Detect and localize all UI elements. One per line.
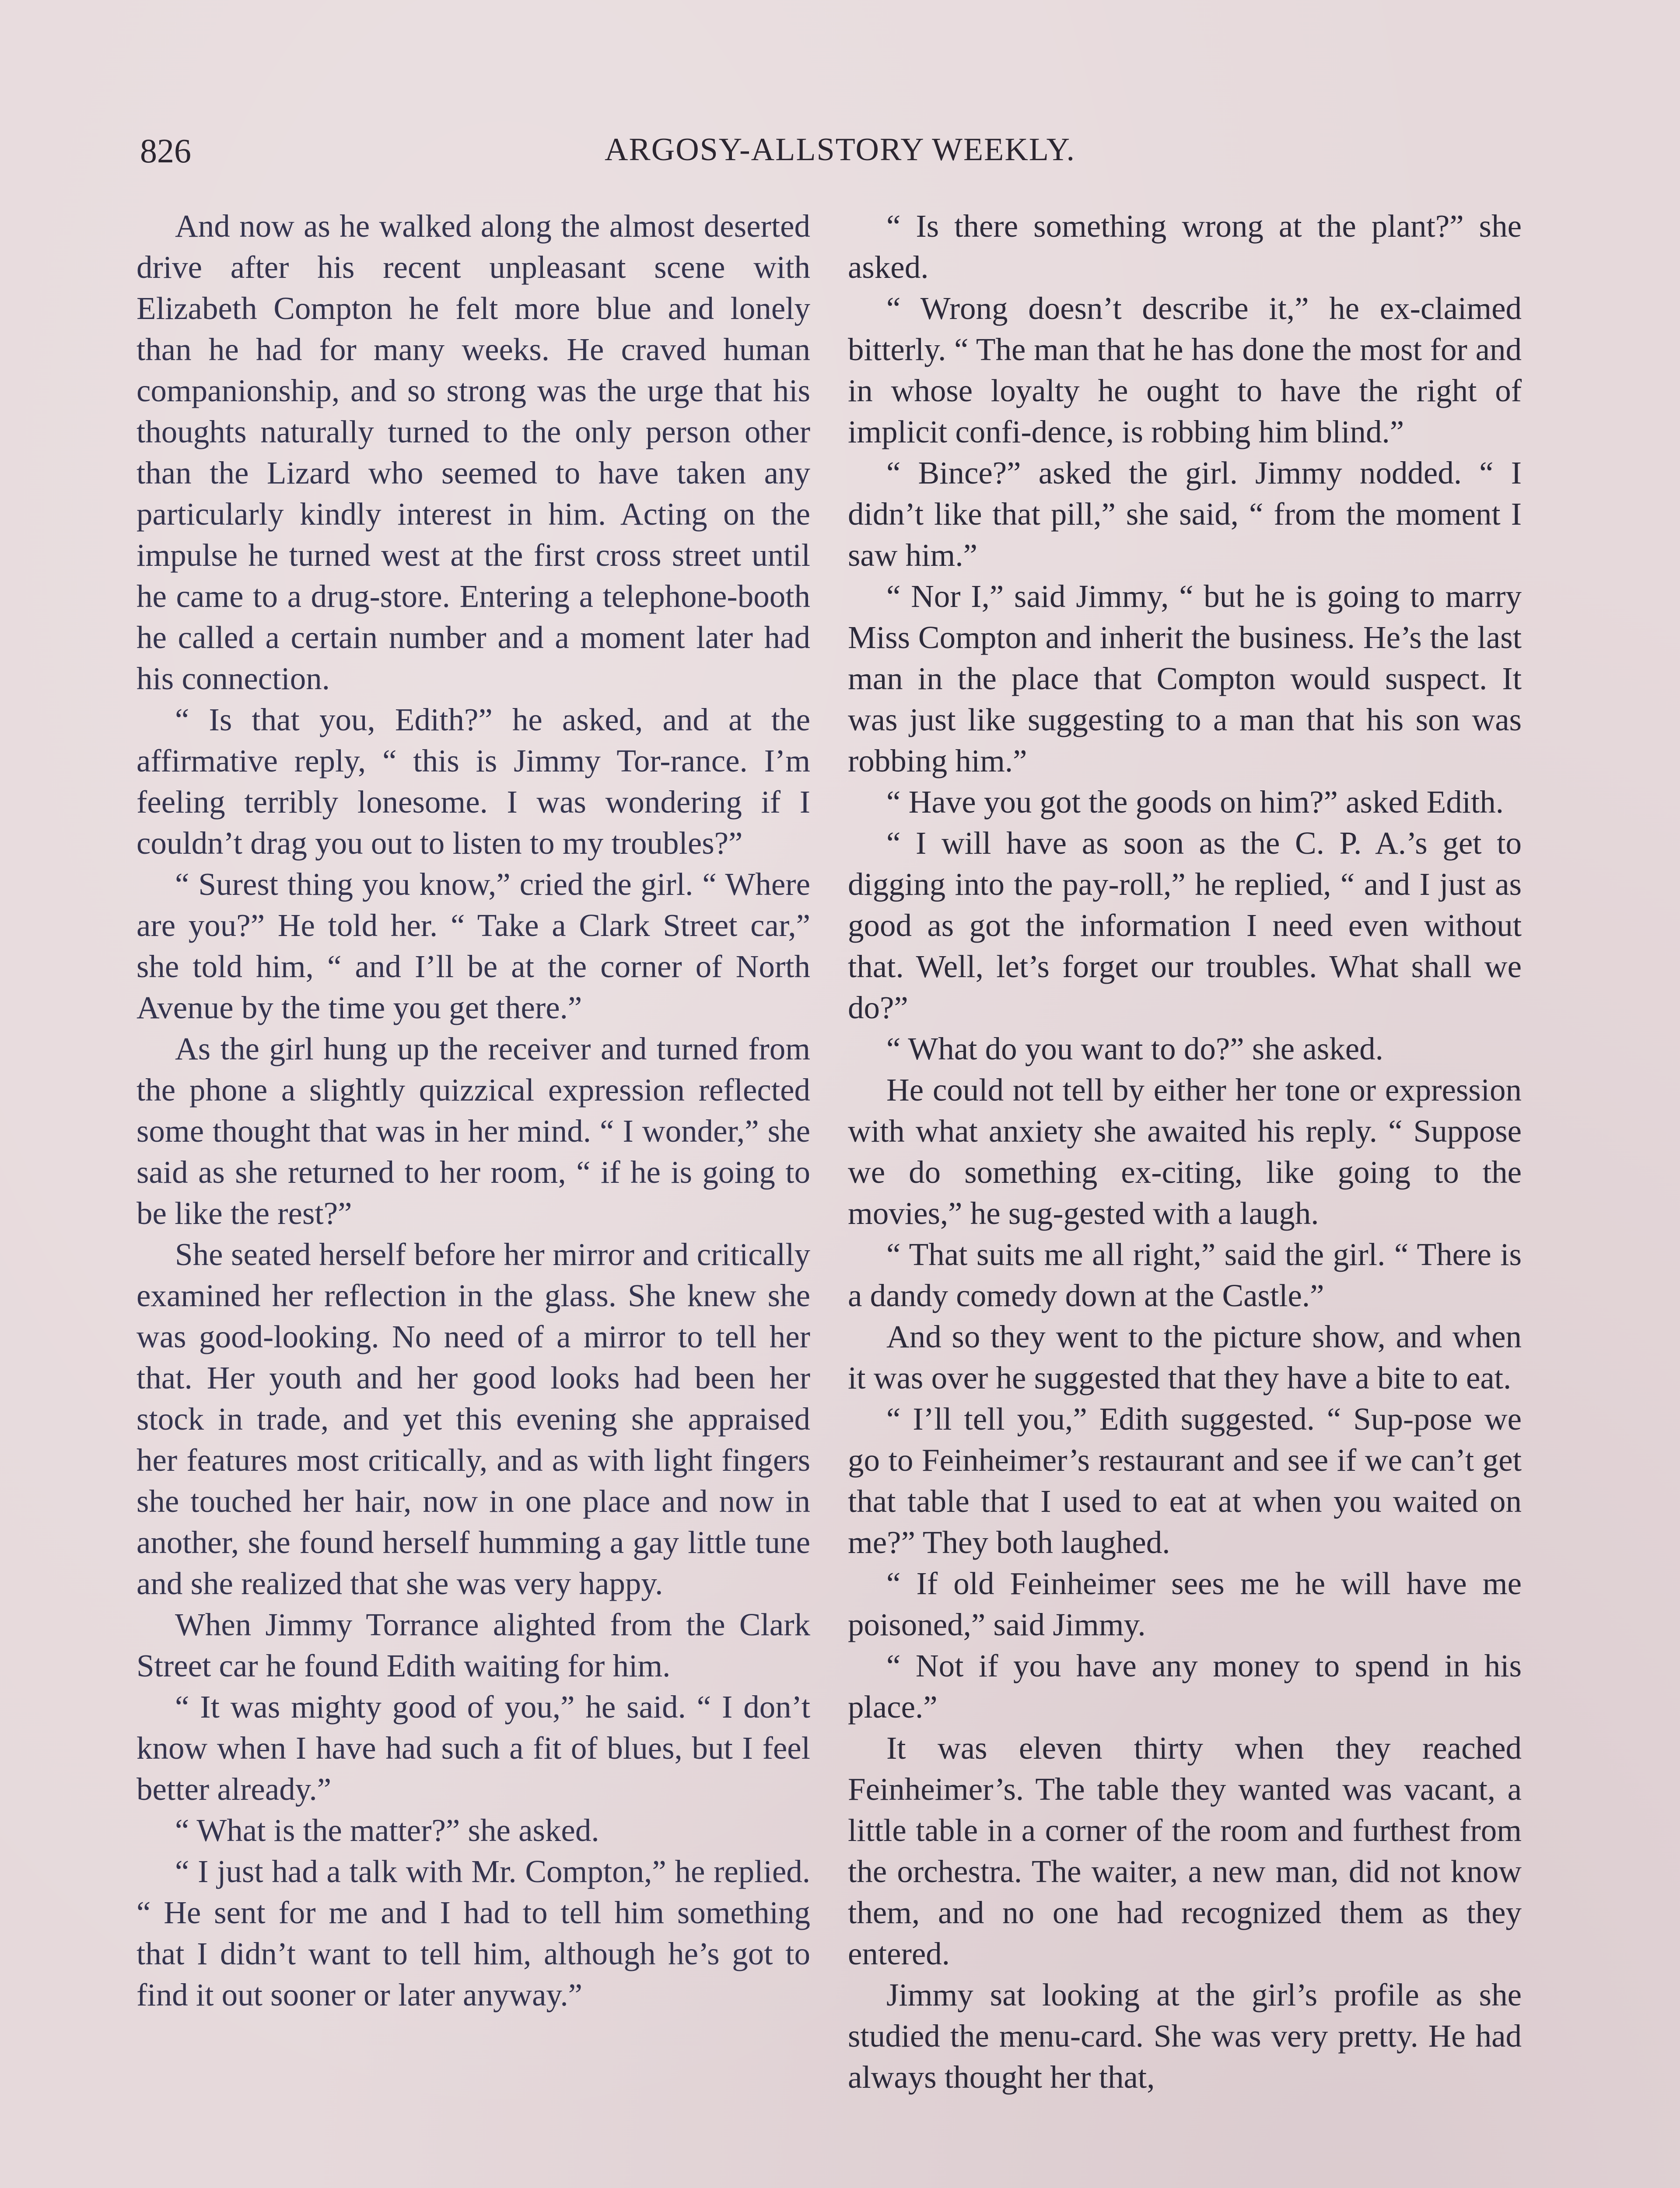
paragraph: Jimmy sat looking at the girl’s profile as she studied the menu-card. She was very pretty. He had always thought her that, [848, 1977, 1522, 2095]
paragraph: “ Is there something wrong at the plant?” she asked. [848, 208, 1522, 285]
paragraph: She seated herself before her mirror and critically examined her reflection in the glass. She knew she was good-looking. No need of a mirror to tell her that. Her youth and her good looks had been her stock in trade, and yet this evening she appraised her features most critically, and as with light fingers she touched her hair, now in one place and now in another, she found herself humming a gay little tune and she realized that she was very happy. [136, 1237, 810, 1601]
paragraph: “ Wrong doesn’t describe it,” he ex-claimed bitterly. “ The man that he has done the most for and in whose loyalty he ought to have the right of implicit confi-dence, is robbing him blind.” [848, 291, 1522, 449]
paragraph: “ Bince?” asked the girl. Jimmy nodded. “ I didn’t like that pill,” she said, “ from the moment I saw him.” [848, 455, 1522, 573]
paragraph: He could not tell by either her tone or expression with what anxiety she awaited his reply. “ Suppose we do something ex-citing, like going to the movies,” he sug-gested with a laugh. [848, 1072, 1522, 1231]
paragraph: “ What is the matter?” she asked. [175, 1813, 599, 1848]
paragraph: And now as he walked along the almost deserted drive after his recent unpleasant scene with Elizabeth Compton he felt more blue and lonely than he had for many weeks. He craved human companionship, and so strong was the urge that his thoughts naturally turned to the only person other than the Lizard who seemed to have taken any particularly kindly interest in him. Acting on the impulse he turned west at the first cross street until he came to a drug-store. Entering a telephone-booth he called a certain number and a moment later had his connection. [136, 208, 810, 696]
paragraph: “ It was mighty good of you,” he said. “ I don’t know when I have had such a fit of blues, but I feel better already.” [136, 1689, 810, 1807]
paragraph: “ Not if you have any money to spend in his place.” [848, 1648, 1522, 1725]
paragraph: “ What do you want to do?” she asked. [886, 1031, 1383, 1066]
page-header [140, 131, 1540, 184]
paragraph: “ I’ll tell you,” Edith suggested. “ Sup-pose we go to Feinheimer’s restaurant and see if we can’t get that table that I used to eat at when you waited on me?” They both laughed. [848, 1401, 1522, 1560]
paragraph: When Jimmy Torrance alighted from the Clark Street car he found Edith waiting for him. [136, 1607, 810, 1683]
paragraph: “ Is that you, Edith?” he asked, and at the affirmative reply, “ this is Jimmy Tor-rance. I’m feeling terribly lonesome. I was wondering if I couldn’t drag you out to listen to my troubles?” [136, 702, 810, 861]
paragraph: “ I just had a talk with Mr. Compton,” he replied. “ He sent for me and I had to tell him something that I didn’t want to tell him, although he’s got to find it out sooner or later anyway.” [136, 1854, 810, 2013]
paragraph: “ I will have as soon as the C. P. A.’s get to digging into the pay-roll,” he replied, “ and I just as good as got the information I need even without that. Well, let’s forget our troubles. What shall we do?” [848, 825, 1522, 1025]
right-column [848, 206, 1522, 2098]
paragraph: And so they went to the picture show, and when it was over he suggested that they have a bite to eat. [848, 1319, 1522, 1396]
paragraph: “ Have you got the goods on him?” asked Edith. [886, 784, 1504, 820]
paragraph: It was eleven thirty when they reached Feinheimer’s. The table they wanted was vacant, a little table in a corner of the room and furthest from the orchestra. The waiter, a new man, did not know them, and no one had recognized them as they entered. [848, 1730, 1522, 1971]
paragraph: “ If old Feinheimer sees me he will have me poisoned,” said Jimmy. [848, 1566, 1522, 1642]
left-column [136, 206, 810, 2016]
paragraph: As the girl hung up the receiver and turned from the phone a slightly quizzical expression reflected some thought that was in her mind. “ I wonder,” she said as she returned to her room, “ if he is going to be like the rest?” [136, 1031, 810, 1231]
paragraph: “ Surest thing you know,” cried the girl. “ Where are you?” He told her. “ Take a Clark Street car,” she told him, “ and I’ll be at the corner of North Avenue by the time you get there.” [136, 866, 810, 1025]
paragraph: “ That suits me all right,” said the girl. “ There is a dandy comedy down at the Castle.” [848, 1237, 1522, 1313]
running-head: ARGOSY-ALLSTORY WEEKLY. [604, 132, 1076, 168]
page-number: 826 [140, 132, 191, 170]
paragraph: “ Nor I,” said Jimmy, “ but he is going to marry Miss Compton and inherit the business. He’s the last man in the place that Compton would suspect. It was just like suggesting to a man that his son was robbing him.” [848, 579, 1522, 778]
